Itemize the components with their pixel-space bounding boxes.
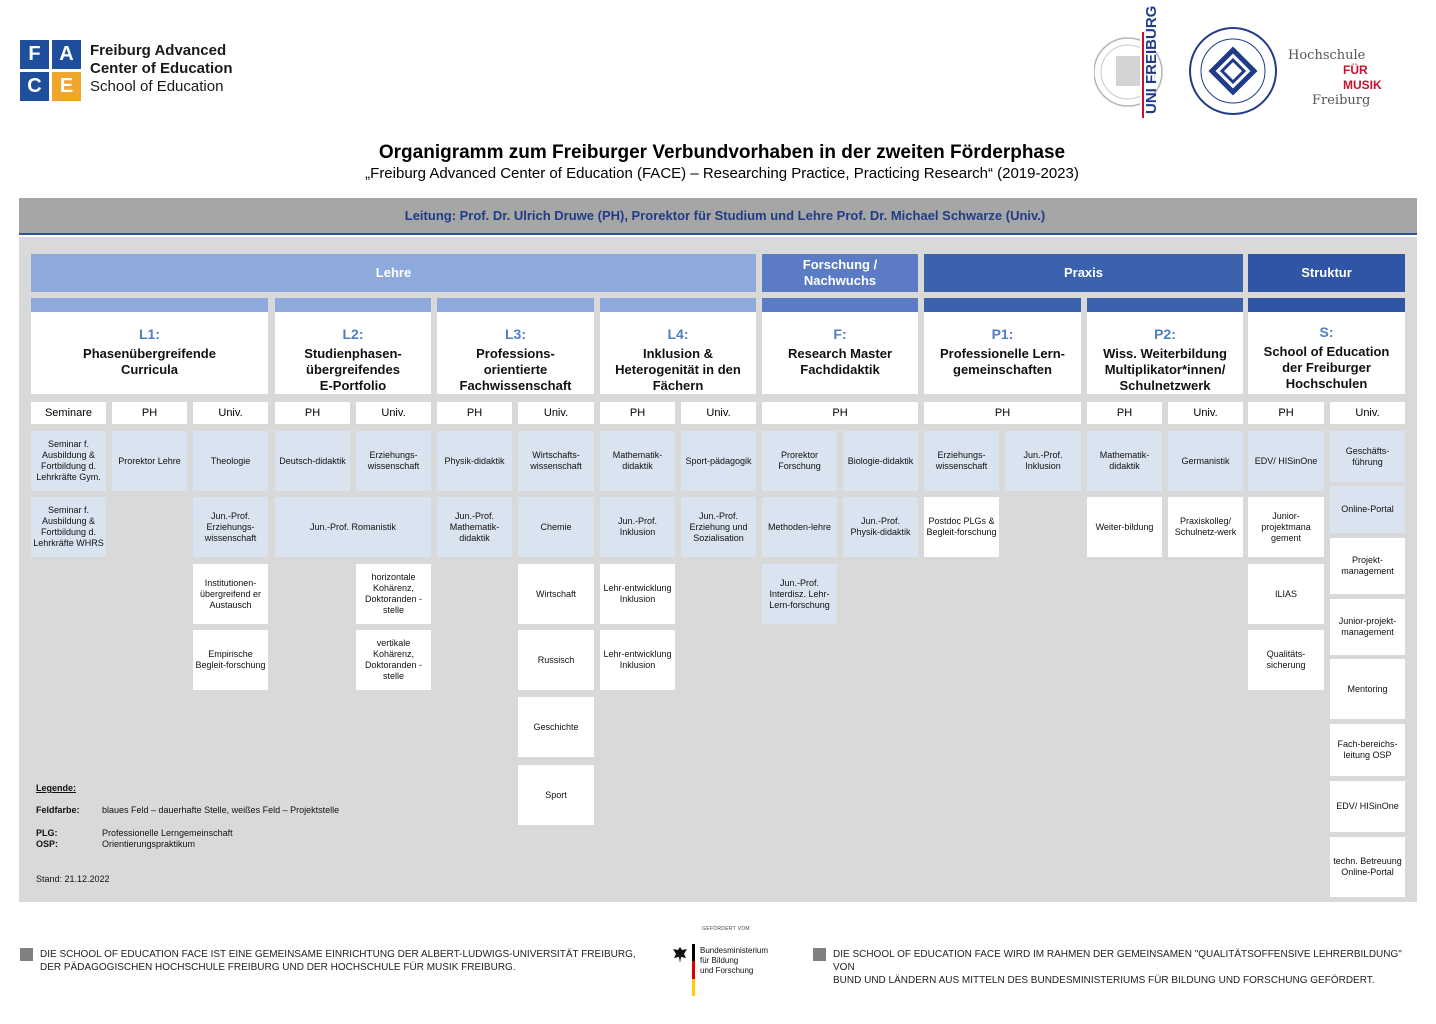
legend-value-feldfarbe: blaues Feld – dauerhafte Stelle, weißes Feld – Projektstelle bbox=[102, 805, 340, 815]
position-cell: Weiter-bildung bbox=[1087, 497, 1162, 557]
position-cell: Sport-pädagogik bbox=[681, 431, 756, 491]
position-cell: Seminar f. Ausbildung & Fortbildung d. Lehrkräfte Gym. bbox=[31, 431, 106, 491]
position-cell: horizontale Kohärenz, Doktoranden -stelle bbox=[356, 564, 431, 624]
column-title bbox=[275, 346, 431, 394]
face-name-line3: School of Education bbox=[90, 78, 224, 95]
institution-label: PH bbox=[112, 402, 187, 424]
column-title-line: übergreifendes bbox=[306, 362, 400, 377]
column-title-line: Heterogenität in den bbox=[615, 362, 741, 377]
position-cell: Lehr-entwicklung Inklusion bbox=[600, 564, 675, 624]
column-title-line: Fachdidaktik bbox=[800, 362, 880, 377]
column-title bbox=[600, 346, 756, 394]
bmbf-label-line: und Forschung bbox=[700, 966, 754, 975]
position-cell: vertikale Kohärenz, Doktoranden -stelle bbox=[356, 630, 431, 690]
face-letter-e: E bbox=[52, 72, 81, 101]
footer-square-right bbox=[813, 948, 826, 961]
column-title-line: gemeinschaften bbox=[953, 362, 1052, 377]
column-bar-p1 bbox=[924, 298, 1081, 312]
position-cell: Seminar f. Ausbildung & Fortbildung d. Lehrkräfte WHRS bbox=[31, 497, 106, 557]
position-cell: Mathematik-didaktik bbox=[600, 431, 675, 491]
position-cell: Empirische Begleit-forschung bbox=[193, 630, 268, 690]
footer-text-right bbox=[833, 948, 1423, 987]
column-code: L4: bbox=[667, 326, 689, 342]
position-cell: Mathematik-didaktik bbox=[1087, 431, 1162, 491]
legend-key-osp: OSP: bbox=[36, 839, 59, 849]
column-f bbox=[762, 312, 918, 394]
column-title bbox=[924, 346, 1081, 378]
column-l2 bbox=[275, 312, 431, 394]
column-title bbox=[762, 346, 918, 378]
institution-label: PH bbox=[1248, 402, 1324, 424]
position-cell: Junior-projektmana gement bbox=[1248, 497, 1324, 557]
column-title-line: Fächern bbox=[652, 378, 704, 393]
column-title-line: Research Master bbox=[787, 346, 893, 361]
footer-left-line1: DIE SCHOOL OF EDUCATION FACE IST EINE GEMEINSAME EINRICHTUNG DER ALBERT-LUDWIGS-UNIVERSITÄT FREIBURG, bbox=[40, 949, 636, 960]
legend-stand: Stand: 21.12.2022 bbox=[36, 874, 110, 884]
position-cell: Theologie bbox=[193, 431, 268, 491]
flag-icon bbox=[692, 944, 695, 996]
face-logo bbox=[20, 40, 260, 102]
ph-freiburg-logo bbox=[1188, 26, 1278, 116]
column-bar-l1 bbox=[31, 298, 268, 312]
position-cell: techn. Betreuung Online-Portal bbox=[1330, 837, 1405, 897]
column-title bbox=[1087, 346, 1243, 394]
column-title-line: Professionelle Lern- bbox=[940, 346, 1065, 361]
institution-label: Univ. bbox=[193, 402, 268, 424]
position-cell: Biologie-didaktik bbox=[843, 431, 918, 491]
legend-value-osp: Orientierungspraktikum bbox=[102, 839, 196, 849]
position-cell: Jun.-Prof. Erziehung und Sozialisation bbox=[681, 497, 756, 557]
position-cell: Postdoc PLGs & Begleit-forschung bbox=[924, 497, 999, 557]
position-cell: Junior-projekt-management bbox=[1330, 599, 1405, 655]
face-letter-a: A bbox=[52, 40, 81, 69]
column-title-line: Phasenübergreifende bbox=[83, 346, 216, 361]
institution-label: PH bbox=[275, 402, 350, 424]
position-cell: Jun.-Prof. Inklusion bbox=[1005, 431, 1081, 491]
column-code: P2: bbox=[1154, 326, 1176, 342]
bmbf-label bbox=[700, 946, 768, 976]
column-l3 bbox=[437, 312, 594, 394]
column-l4 bbox=[600, 312, 756, 394]
position-cell: Wirtschafts-wissenschaft bbox=[518, 431, 594, 491]
column-title-line: E-Portfolio bbox=[319, 378, 387, 393]
leitung-bar: Leitung: Prof. Dr. Ulrich Druwe (PH), Prorektor für Studium und Lehre Prof. Dr. Michael Schwarze (Univ.) bbox=[19, 198, 1417, 235]
position-cell: Sport bbox=[518, 765, 594, 825]
column-bar-l2 bbox=[275, 298, 431, 312]
position-cell: Jun.-Prof. Erziehungs-wissenschaft bbox=[193, 497, 268, 557]
institution-label: PH bbox=[924, 402, 1081, 424]
column-bar-l3 bbox=[437, 298, 594, 312]
uni-logo-text: UNI FREIBURG bbox=[1143, 5, 1160, 114]
column-title-line: orientierte bbox=[483, 362, 548, 377]
position-cell: Physik-didaktik bbox=[437, 431, 512, 491]
position-cell: Methoden-lehre bbox=[762, 497, 837, 557]
institution-label: PH bbox=[762, 402, 918, 424]
position-cell: Chemie bbox=[518, 497, 594, 557]
column-code: L1: bbox=[139, 326, 160, 342]
category-praxis: Praxis bbox=[924, 254, 1243, 292]
position-cell: Geschäfts-führung bbox=[1330, 431, 1405, 482]
position-cell: Online-Portal bbox=[1330, 486, 1405, 533]
position-cell: Institutionen-übergreifend er Austausch bbox=[193, 564, 268, 624]
column-title-line: Schulnetzwerk bbox=[1119, 378, 1211, 393]
bmbf-label-line: Bundesministerium bbox=[700, 946, 769, 955]
column-title bbox=[31, 346, 268, 378]
position-cell: Jun.-Prof. Inklusion bbox=[600, 497, 675, 557]
column-code: L2: bbox=[342, 326, 364, 342]
column-title-line: Curricula bbox=[120, 362, 179, 377]
position-cell: EDV/ HISinOne bbox=[1248, 431, 1324, 491]
category-forschung-line2: Nachwuchs bbox=[803, 273, 877, 288]
column-title bbox=[437, 346, 594, 394]
face-letter-c: C bbox=[20, 72, 49, 101]
column-title-line: Studienphasen- bbox=[304, 346, 402, 361]
face-logo-text bbox=[90, 42, 233, 96]
page-title: Organigramm zum Freiburger Verbundvorhaben in der zweiten Förderphase bbox=[378, 142, 1066, 163]
footer-right-line2: BUND UND LÄNDERN AUS MITTELN DES BUNDESMINISTERIUMS FÜR BILDUNG UND FORSCHUNG GEFÖRDERT. bbox=[833, 975, 1375, 986]
position-cell: EDV/ HISinOne bbox=[1330, 781, 1405, 832]
category-lehre: Lehre bbox=[31, 254, 756, 292]
column-code: L3: bbox=[505, 326, 526, 342]
hfm-freiburg-logo bbox=[1288, 48, 1398, 108]
footer-square-left bbox=[20, 948, 33, 961]
category-struktur: Struktur bbox=[1248, 254, 1405, 292]
institution-label: PH bbox=[1087, 402, 1162, 424]
position-cell: Geschichte bbox=[518, 697, 594, 757]
institution-label: Univ. bbox=[1168, 402, 1243, 424]
position-cell: Deutsch-didaktik bbox=[275, 431, 350, 491]
footer-text-left bbox=[40, 948, 650, 974]
column-title-line: Wiss. Weiterbildung bbox=[1103, 346, 1227, 361]
institution-label: Seminare bbox=[31, 402, 106, 424]
column-bar-p2 bbox=[1087, 298, 1243, 312]
category-forschung bbox=[762, 254, 918, 292]
position-cell: Erziehungs-wissenschaft bbox=[924, 431, 999, 491]
position-cell: Lehr-entwicklung Inklusion bbox=[600, 630, 675, 690]
position-cell: Jun.-Prof. Interdisz. Lehr-Lern-forschung bbox=[762, 564, 837, 624]
face-logo-mark bbox=[20, 40, 81, 101]
column-p2 bbox=[1087, 312, 1243, 394]
column-bar-l4 bbox=[600, 298, 756, 312]
bmbf-logo bbox=[668, 926, 778, 998]
position-cell: Prorektor Lehre bbox=[112, 431, 187, 491]
legend-key-feldfarbe: Feldfarbe: bbox=[36, 805, 80, 815]
institution-label: Univ. bbox=[1330, 402, 1405, 424]
bmbf-label-line: für Bildung bbox=[700, 956, 739, 965]
column-title-line: School of Education bbox=[1263, 344, 1390, 359]
column-code: S: bbox=[1319, 324, 1334, 340]
position-cell: Fach-bereichs-leitung OSP bbox=[1330, 724, 1405, 776]
hfm-line3: Freiburg bbox=[1312, 93, 1371, 108]
column-code: P1: bbox=[991, 326, 1014, 342]
face-letter-f: F bbox=[20, 40, 49, 69]
position-cell: Wirtschaft bbox=[518, 564, 594, 624]
column-p1 bbox=[924, 312, 1081, 394]
column-title-line: Multiplikator*innen/ bbox=[1104, 362, 1226, 377]
institution-label: Univ. bbox=[681, 402, 756, 424]
column-title-line: Hochschulen bbox=[1285, 376, 1368, 391]
column-title-line: der Freiburger bbox=[1282, 360, 1371, 375]
hfm-line2: FÜR MUSIK bbox=[1343, 63, 1382, 92]
page-subtitle: „Freiburg Advanced Center of Education (FACE) – Researching Practice, Practicing Research“ (2019-2023) bbox=[365, 165, 1079, 182]
position-cell: Jun.-Prof. Mathematik-didaktik bbox=[437, 497, 512, 557]
position-cell: Erziehungs-wissenschaft bbox=[356, 431, 431, 491]
column-title-line: Fachwissenschaft bbox=[459, 378, 572, 393]
column-title-line: Inklusion & bbox=[642, 346, 714, 361]
institution-label: Univ. bbox=[356, 402, 431, 424]
bmbf-funded-by: GEFÖRDERT VOM bbox=[702, 926, 750, 932]
legend-key-plg: PLG: bbox=[36, 828, 58, 838]
eagle-icon bbox=[672, 946, 688, 967]
institution-label: PH bbox=[600, 402, 675, 424]
face-name-line1: Freiburg Advanced bbox=[90, 42, 227, 59]
footer-left-line2: DER PÄDAGOGISCHEN HOCHSCHULE FREIBURG UND DER HOCHSCHULE FÜR MUSIK FREIBURG. bbox=[40, 962, 516, 973]
position-cell: Mentoring bbox=[1330, 659, 1405, 719]
hfm-line1: Hochschule bbox=[1288, 48, 1366, 63]
column-title-line: Professions- bbox=[476, 346, 555, 361]
institution-label: Univ. bbox=[518, 402, 594, 424]
face-name-line2: Center of Education bbox=[90, 60, 233, 77]
position-cell: Projekt-management bbox=[1330, 538, 1405, 594]
column-l1 bbox=[31, 312, 268, 394]
position-cell: Praxiskolleg/ Schulnetz-werk bbox=[1168, 497, 1243, 557]
position-cell: Jun.-Prof. Romanistik bbox=[275, 497, 431, 557]
legend-value-plg: Professionelle Lerngemeinschaft bbox=[102, 828, 233, 838]
footer-right-line1: DIE SCHOOL OF EDUCATION FACE WIRD IM RAHMEN DER GEMEINSAMEN "QUALITÄTSOFFENSIVE LEHRERBILDUNG" VON bbox=[833, 949, 1402, 973]
column-bar-f bbox=[762, 298, 918, 312]
position-cell: Prorektor Forschung bbox=[762, 431, 837, 491]
column-code: F: bbox=[833, 326, 847, 342]
legend-title: Legende: bbox=[36, 783, 77, 793]
position-cell: Russisch bbox=[518, 630, 594, 690]
position-cell: Germanistik bbox=[1168, 431, 1243, 491]
institution-label: PH bbox=[437, 402, 512, 424]
uni-freiburg-logo bbox=[1094, 5, 1178, 118]
position-cell: ILIAS bbox=[1248, 564, 1324, 624]
column-bar-s bbox=[1248, 298, 1405, 312]
position-cell: Jun.-Prof. Physik-didaktik bbox=[843, 497, 918, 557]
category-forschung-line1: Forschung / bbox=[802, 257, 878, 272]
column-title bbox=[1248, 344, 1405, 392]
position-cell: Qualitäts-sicherung bbox=[1248, 630, 1324, 690]
column-s bbox=[1248, 312, 1405, 394]
